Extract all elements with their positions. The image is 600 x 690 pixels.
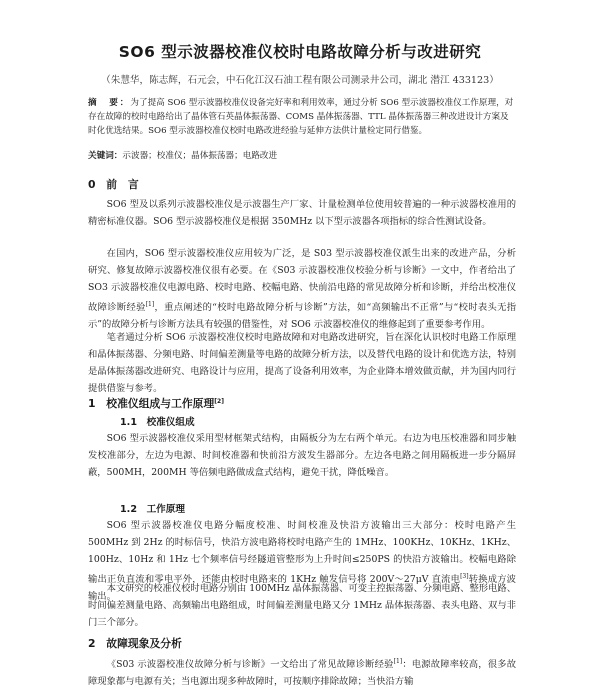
abstract-label: 摘 要：	[88, 98, 131, 108]
paragraph-6: 本文研究的校准仪校时电路分别由 100MHz 晶体振荡器、可变主控振荡器、分频电路、整形电路、时间偏差测量电路、高频输出电路组成，时间偏差测量电路又分 1MHz 晶体振荡器、表头电路、双与非门三个部分。	[88, 583, 516, 628]
section-1-heading	[88, 396, 224, 411]
paragraph-2	[88, 245, 516, 333]
paragraph-7-text: 《S03 示波器校准仪故障分析与诊断》一文给出了常见故障诊断经验	[106, 659, 394, 670]
paragraph-5-text: SO6 型示波器校准仪电路分幅度校准、时间校准及快沿方波输出三大部分：校时电路产生 500MHz 到 2Hz 的时标信号，快沿方波电路将校时电路产生的 1MHz、100KHz、10KHz、1KHz、100Hz、10Hz 和 1Hz 七个频率信号经隧道管整形为上升时间≤250PS 的快沿方波输出。校幅电路除输出正负直流和零电平外，还能由校时电路来的 1KHz 触发信号将 200V～27μV 直流电	[88, 520, 516, 585]
author-affiliation: （朱慧华，陈志辉，石元会，中石化江汉石油工程有限公司测录井公司，湖北 潜江 433123）	[101, 75, 499, 86]
paragraph-5-end: 转换成方波输出。	[88, 574, 516, 602]
abstract	[88, 96, 516, 138]
paragraph-7	[88, 653, 516, 690]
citation-2: [2]	[214, 398, 224, 405]
citation-3: [3]	[460, 573, 469, 580]
abstract-text: 为了提高 SO6 型示波器校准仪设备完好率和利用效率，通过分析 SO6 型示波器校准仪工作原理，对存在故障的校时电路给出了晶体管石英晶体振荡器、COMS 晶体振荡器、TTL 晶体振荡器三种改进设计方案及时化优选结果。SO6 型示波器校准仪校时电路改进经验与延伸方法供计量检定同行借鉴。	[88, 98, 514, 136]
paragraph-2-end: ，重点阐述的“校时电路故障分析与诊断”方法，如“高频输出不正常”与“校时表头无指示”的故障分析与诊断方法具有较强的借鉴性，对 SO6 示波器校准仪的维修起到了重要参考作用。	[88, 302, 516, 330]
keywords-label: 关键词：	[88, 151, 123, 161]
section-0-heading: 0 前 言	[88, 178, 139, 191]
paragraph-3: 笔者通过分析 SO6 示波器校准仪校时电路故障和对电路改进研究，旨在深化认识校时电路工作原理和晶体振荡器、分频电路、时间偏差测量等电路的故障分析方法，以及替代电路的设计和优选方法，特别是晶体振荡器改进研究、电路设计与应用，提高了设备利用效率，为企业降本增效做贡献，并为国内同行提供借鉴与参考。	[88, 332, 516, 394]
keywords	[88, 149, 516, 161]
citation-1: [1]	[145, 301, 155, 308]
citation-4: [1]	[393, 658, 403, 665]
subsection-1-2-heading: 1.2 工作原理	[120, 504, 185, 515]
section-2-heading: 2 故障现象及分析	[88, 637, 182, 650]
paragraph-1: SO6 型及以系列示波器校准仪是示波器生产厂家、计量检测单位使用较普遍的一种示波器校准用的精密标准仪器。SO6 型示波器校准仪是根据 350MHz 以下型示波器各项指标的综合性测试设备。	[88, 199, 516, 227]
section-1-title: 1 校准仪组成与工作原理	[88, 397, 215, 410]
paragraph-2-text: 在国内，SO6 型示波器校准仪应用较为广泛，是 S03 型示波器校准仪派生出来的改进产品，分析研究、修复故障示波器校准仪很有必要。在《S03 示波器校准仪校验分析与诊断》一文中，作者给出了 SO3 示波器校准仪电源电路、校时电路、校幅电路、快前沿电路的常见故障分析和诊断，并给出校准仪故障诊断经验	[88, 248, 516, 313]
paragraph-4: SO6 型示波器校准仪采用型材框架式结构，由隔板分为左右两个单元。右边为电压校准器和同步触发校准部分，左边为电源、时间校准器和快前沿方波发生器部分。左边各电路之间用隔板进一步分隔屏蔽，500MH，200MH 等倍频电路做成盒式结构，避免干扰，降低噪音。	[88, 433, 516, 478]
keywords-text: 示波器；校准仪；晶体振荡器；电路改进	[122, 151, 278, 161]
paper-title: SO6 型示波器校准仪校时电路故障分析与改进研究	[118, 43, 482, 61]
subsection-1-1-heading: 1.1 校准仪组成	[120, 417, 195, 428]
paragraph-7-end: ：电源故障率较高，很多故障现象都与电源有关；当电源出现多种故障时，可按顺序排除故障；当快沿方输	[88, 659, 516, 687]
